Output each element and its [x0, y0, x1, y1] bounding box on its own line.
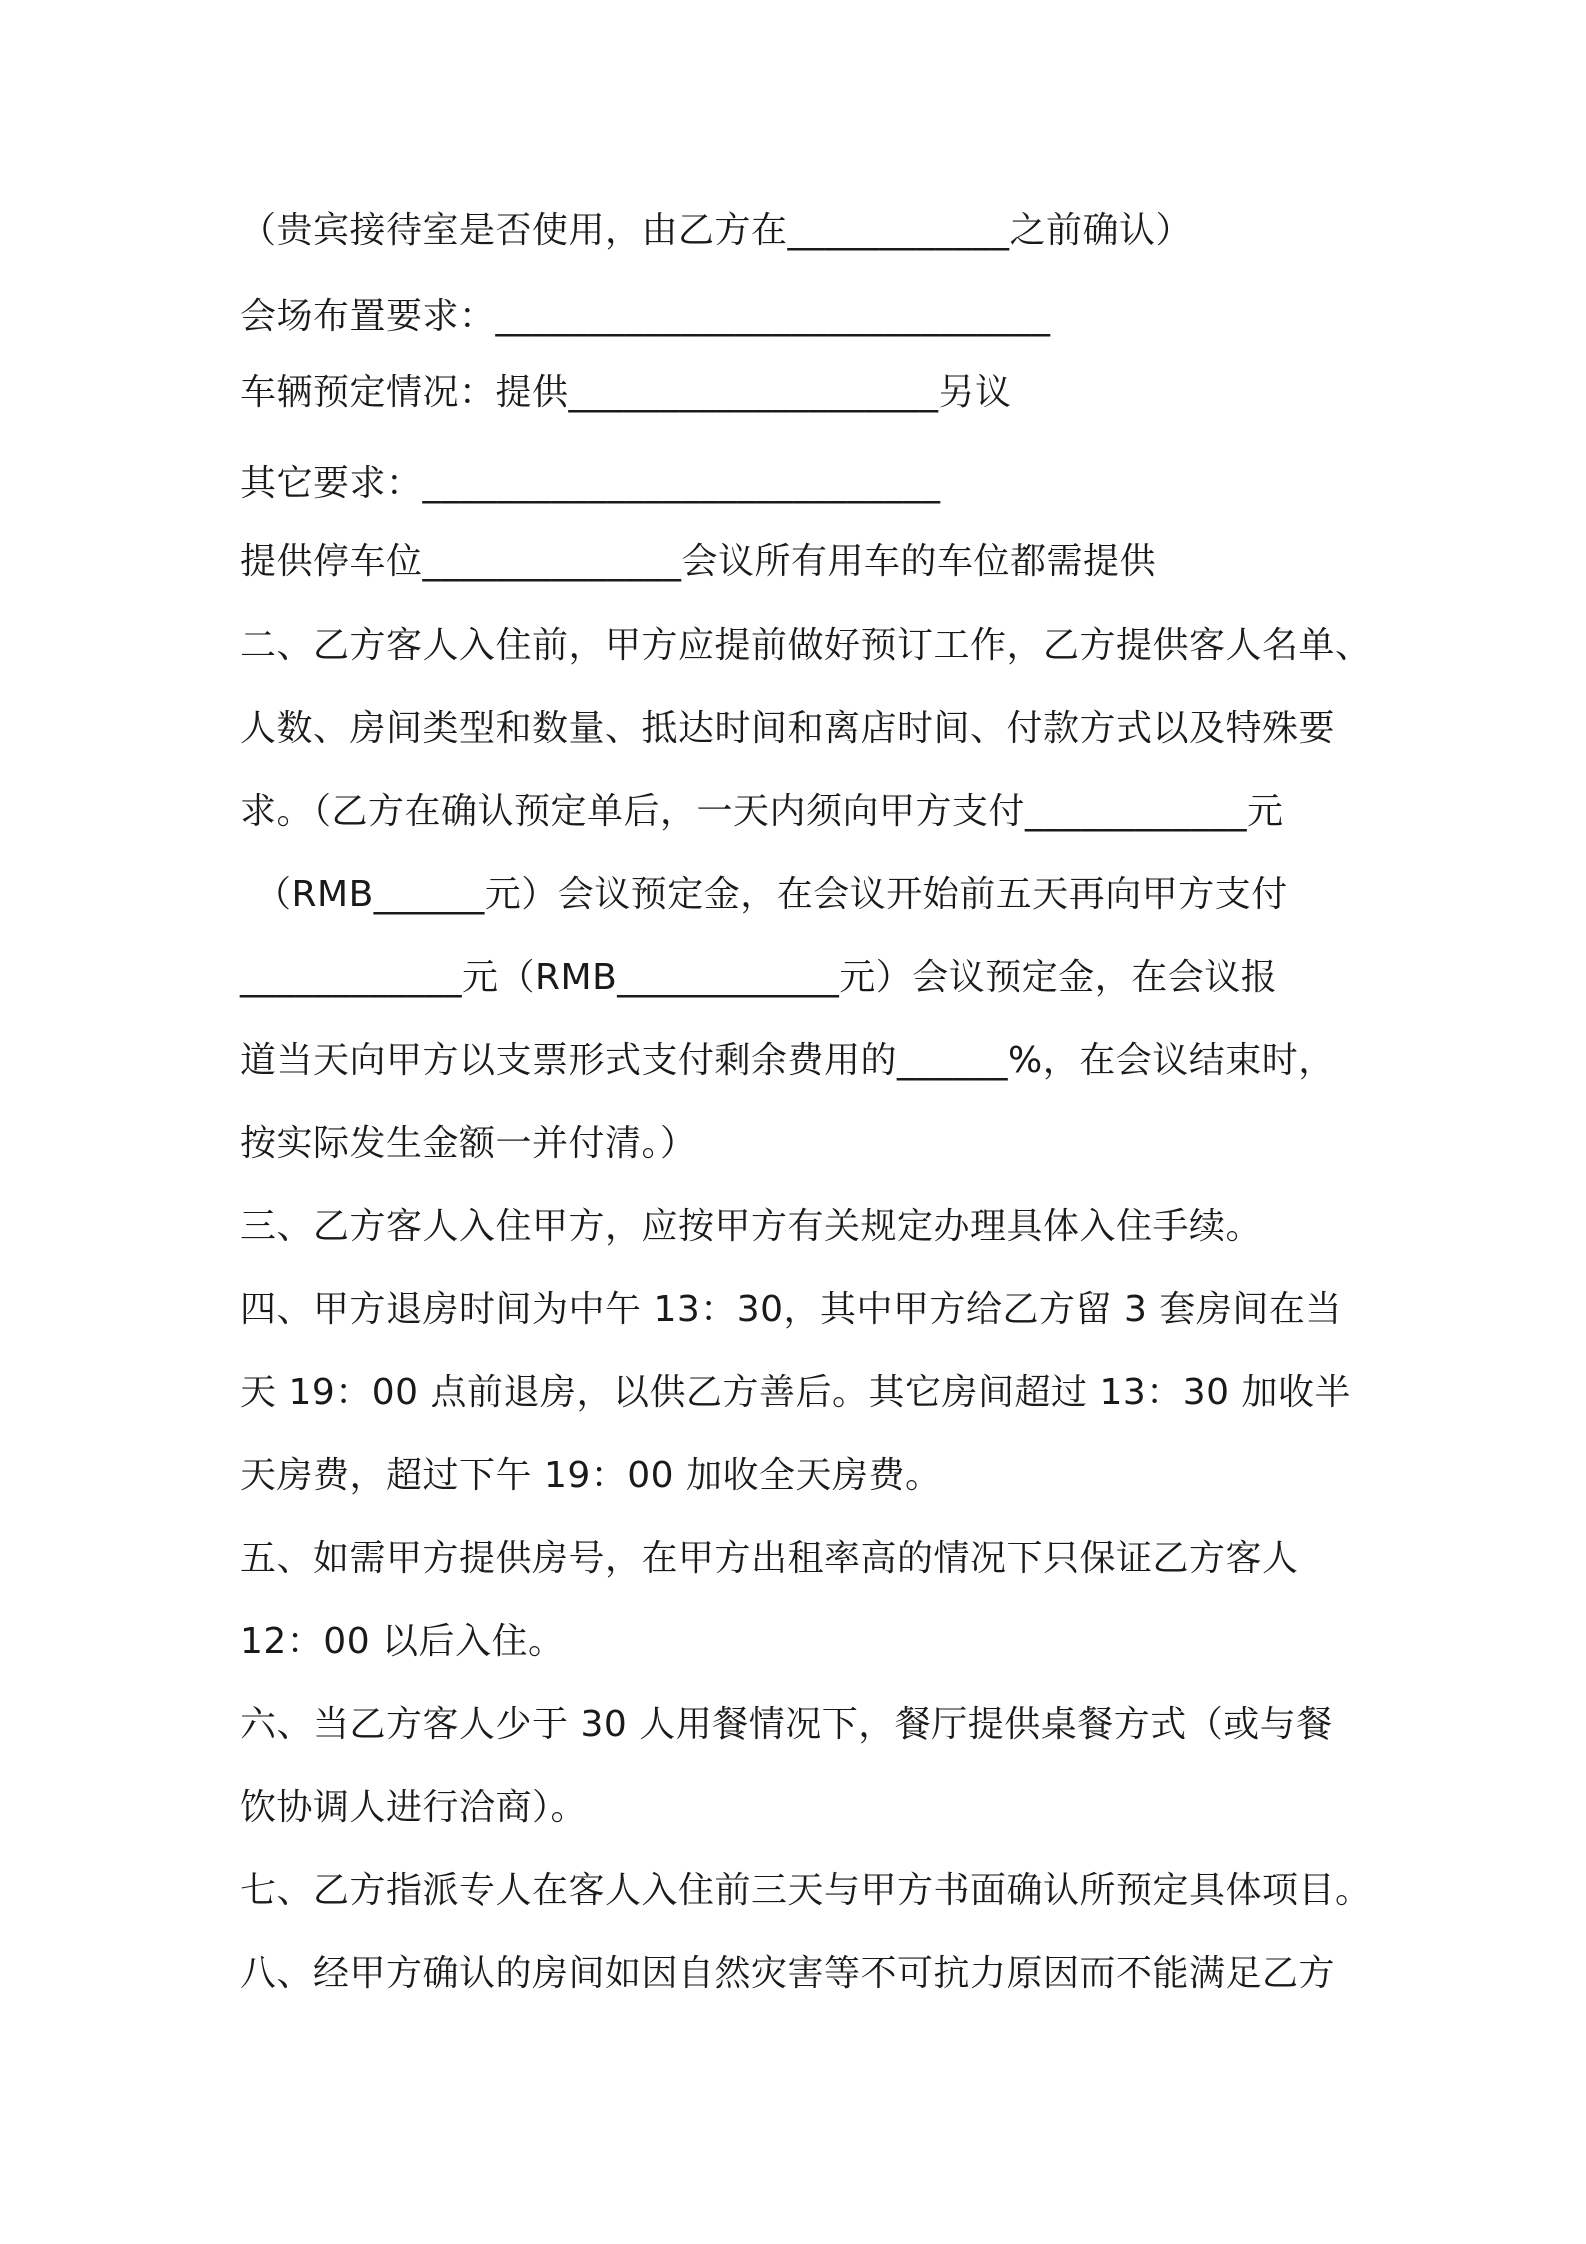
text-line-other-requirements: 其它要求：____________________________ [240, 463, 941, 504]
text-line-clause-2-c: 求。（乙方在确认预定单后，一天内须向甲方支付____________元 [240, 791, 1284, 832]
text-line-reception-room: （贵宾接待室是否使用，由乙方在____________之前确认） [240, 210, 1193, 251]
text-line-clause-7: 七、乙方指派专人在客人入住前三天与甲方书面确认所预定具体项目。 [240, 1870, 1372, 1911]
text-line-clause-5-a: 五、如需甲方提供房号，在甲方出租率高的情况下只保证乙方客人 [240, 1538, 1299, 1579]
text-line-clause-2-g: 按实际发生金额一并付清。） [240, 1123, 697, 1164]
text-line-clause-8: 八、经甲方确认的房间如因自然灾害等不可抗力原因而不能满足乙方 [240, 1953, 1336, 1994]
text-line-clause-4-b: 天 19：00 点前退房，以供乙方善后。其它房间超过 13：30 加收半 [240, 1372, 1352, 1413]
text-line-parking: 提供停车位______________会议所有用车的车位都需提供 [240, 541, 1157, 582]
text-line-clause-2-e: ____________元（RMB____________元）会议预定金，在会议报 [240, 957, 1278, 998]
text-line-vehicle-booking: 车辆预定情况：提供____________________另议 [240, 372, 1012, 413]
text-line-clause-6-a: 六、当乙方客人少于 30 人用餐情况下，餐厅提供桌餐方式（或与餐 [240, 1704, 1333, 1745]
text-line-clause-2-f: 道当天向甲方以支票形式支付剩余费用的______%，在会议结束时， [240, 1040, 1335, 1081]
text-line-clause-2-b: 人数、房间类型和数量、抵达时间和离店时间、付款方式以及特殊要 [240, 708, 1336, 749]
text-line-clause-6-b: 饮协调人进行洽商）。 [240, 1787, 588, 1828]
text-line-clause-2-a: 二、乙方客人入住前，甲方应提前做好预订工作，乙方提供客人名单、 [240, 625, 1372, 666]
text-line-clause-5-b: 12：00 以后入住。 [240, 1621, 565, 1662]
text-line-clause-4-a: 四、甲方退房时间为中午 13：30，其中甲方给乙方留 3 套房间在当 [240, 1289, 1342, 1330]
text-line-clause-3: 三、乙方客人入住甲方，应按甲方有关规定办理具体入住手续。 [240, 1206, 1263, 1247]
text-line-clause-2-d: （RMB______元）会议预定金，在会议开始前五天再向甲方支付 [255, 874, 1288, 915]
text-line-clause-4-c: 天房费，超过下午 19：00 加收全天房费。 [240, 1455, 942, 1496]
text-line-venue-layout: 会场布置要求：______________________________ [240, 296, 1051, 337]
